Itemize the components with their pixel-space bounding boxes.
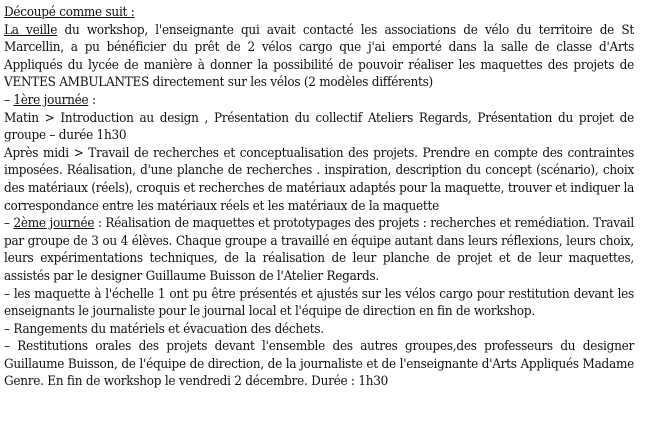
- day1-heading: [4, 92, 634, 110]
- heading: [4, 4, 634, 22]
- document-body: [4, 4, 634, 391]
- intro-paragraph: [4, 22, 634, 92]
- intro-text: du workshop, l'enseignante qui avait contacté les associations de vélo du territoire de St Marcellin, a pu bénéficier du prêt de 2 vélos cargo que j'ai emporté dans la salle de classe d'Arts Appliqués du lycée de manière à donner la possibilité de pouvoir réaliser les maquettes des projets de VENTES AMBULANTES directement sur les vélos (2 modèles différents): [4, 22, 634, 91]
- day2-title: 2ème journée: [13, 216, 95, 232]
- day2-text: : Réalisation de maquettes et prototypages des projets : recherches et remédiation. Travail par groupe de 3 ou 4 élèves. Chaque groupe a travaillé en équipe autant dans leurs réflexions, leurs choix, leurs expérimentations techniques, de la réalisation de leur planche de projet et de leur maquettes, assistés par le designer Guillaume Buisson de l'Atelier Regards.: [4, 216, 634, 284]
- day1-morning: Matin > Introduction au design , Présentation du collectif Ateliers Regards, Présentation du projet de groupe – durée 1h30: [4, 110, 634, 144]
- intro-lead: La veille: [4, 22, 58, 38]
- day2-prefix: –: [4, 216, 14, 232]
- day1-title: 1ère journée: [13, 92, 89, 108]
- day1-suffix: :: [88, 92, 96, 108]
- bullet-cleanup: – Rangements du matériels et évacuation des déchets.: [4, 321, 324, 337]
- day1-prefix: –: [4, 92, 14, 108]
- heading-text: Découpé comme suit :: [4, 5, 135, 20]
- bullet-presentation: – les maquette à l'échelle 1 ont pu être présentés et ajustés sur les vélos cargo pour restitution devant les enseignants le journaliste pour le journal local et l'équipe de direction en fin de workshop.: [4, 286, 634, 320]
- day1-afternoon: Après midi > Travail de recherches et conceptualisation des projets. Prendre en compte des contraintes imposées. Réalisation, d'une planche de recherches . inspiration, description du concept (scénario), choix des matériaux (réels), croquis et recherches de matériaux adaptés pour la maquette, trouver et indiquer la correspondance entre les matériaux réels et les matériaux de la maquette: [4, 145, 634, 214]
- bullet-restitution: – Restitutions orales des projets devant l'ensemble des autres groupes,des professeurs du designer Guillaume Buisson, de l'équipe de direction, de la journaliste et de l'enseignante d'Arts Appliqués Madame Genre. En fin de workshop le vendredi 2 décembre. Durée : 1h30: [4, 339, 634, 390]
- day2-paragraph: [4, 215, 634, 285]
